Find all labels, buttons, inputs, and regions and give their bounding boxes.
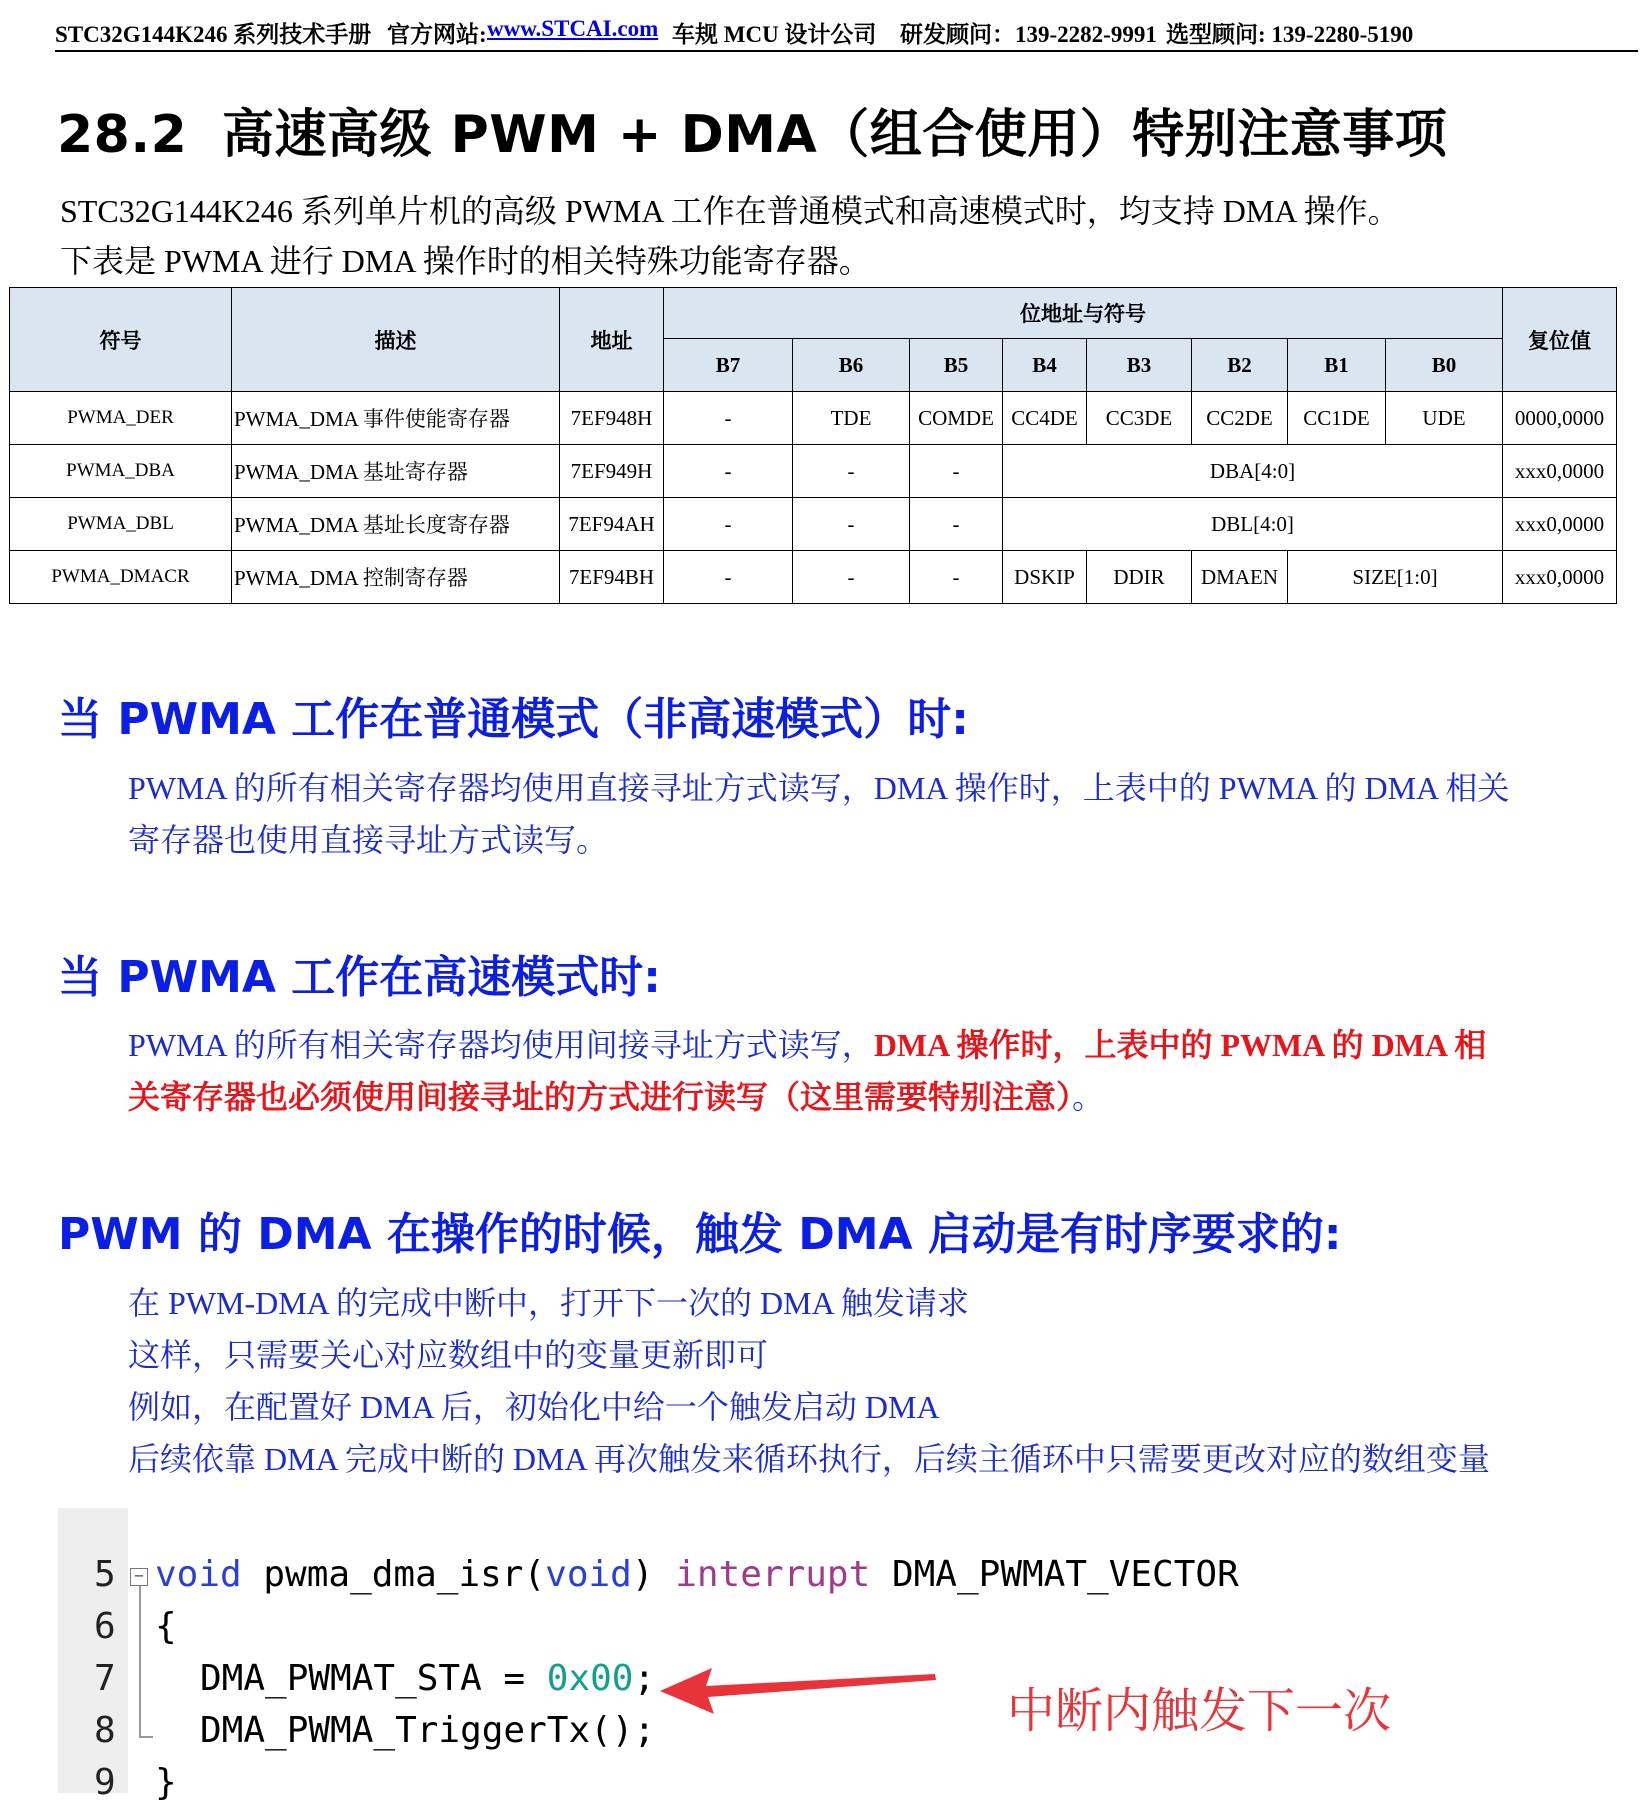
code-line-5 [58,1513,1258,1595]
cell-addr: 7EF94BH [560,551,664,604]
cell-b1-0: SIZE[1:0] [1288,551,1503,604]
cell-b4: DSKIP [1003,551,1087,604]
col-header-b3: B3 [1087,339,1192,392]
timing-line: 这样，只需要关心对应数组中的变量更新即可 [128,1337,769,1373]
cell-b7: - [664,551,793,604]
cell-b2: DMAEN [1192,551,1288,604]
keyword-interrupt: interrupt [675,1554,871,1595]
intro-line-2: 下表是 PWMA 进行 DMA 操作时的相关特殊功能寄存器。 [60,243,871,279]
cell-symbol: PWMA_DER [10,392,232,445]
register-table [9,287,1617,604]
cell-addr: 7EF948H [560,392,664,445]
timing-line: 例如，在配置好 DMA 后，初始化中给一个触发启动 DMA [128,1389,940,1425]
section-number: 28.2 [57,105,188,165]
sta-assign: DMA_PWMAT_STA = [200,1658,547,1699]
table-row [10,498,1617,551]
col-header-bits-group: 位地址与符号 [664,288,1503,339]
cell-reset: xxx0,0000 [1503,551,1617,604]
line-number: 9 [94,1762,116,1803]
normal-mode-line-1: PWMA 的所有相关寄存器均使用直接寻址方式读写，DMA 操作时，上表中的 PWMA 的 DMA 相关 [128,770,1510,806]
table-row [10,392,1617,445]
hex-literal: 0x00 [546,1658,634,1699]
col-header-b1: B1 [1288,339,1386,392]
col-header-b5: B5 [910,339,1003,392]
annotation-text: 中断内触发下一次 [1007,1683,1392,1739]
cell-b4-0: DBL[4:0] [1003,498,1503,551]
line-number: 7 [94,1658,116,1699]
cell-b4-0: DBA[4:0] [1003,445,1503,498]
cell-b0: UDE [1386,392,1503,445]
vector-name: DMA_PWMAT_VECTOR [870,1554,1239,1595]
cell-reset: xxx0,0000 [1503,498,1617,551]
cell-reset: 0000,0000 [1503,392,1617,445]
cell-b2: CC2DE [1192,392,1288,445]
cell-b5: - [910,445,1003,498]
cell-addr: 7EF949H [560,445,664,498]
cell-b7: - [664,392,793,445]
rd-contact: 研发顾问：139-2282-9991 [900,22,1157,47]
cell-b5: COMDE [910,392,1003,445]
table-row [10,445,1617,498]
fold-guide-line [139,1586,141,1736]
high-speed-line-end: 。 [1072,1079,1105,1115]
close-brace: } [155,1762,177,1803]
manual-title: STC32G144K246 系列技术手册 [55,22,372,47]
high-speed-line-1 [128,1019,1628,1071]
paren-close: ) [631,1554,676,1595]
section-heading-text: 高速高级 PWM + DMA（组合使用）特别注意事项 [222,105,1448,165]
timing-heading: PWM 的 DMA 在操作的时候，触发 DMA 启动是有时序要求的: [58,1209,1342,1260]
page-header [55,14,1638,52]
cell-b6: TDE [793,392,910,445]
function-name: pwma_dma_isr( [241,1554,546,1595]
high-speed-paragraph [128,1019,1628,1123]
cell-addr: 7EF94AH [560,498,664,551]
high-speed-line-2 [128,1071,1628,1123]
cell-b7: - [664,498,793,551]
table-row [10,551,1617,604]
cell-reset: xxx0,0000 [1503,445,1617,498]
intro-line-1: STC32G144K246 系列单片机的高级 PWMA 工作在普通模式和高速模式时，均支持 DMA 操作。 [60,193,1400,229]
cell-symbol: PWMA_DBA [10,445,232,498]
cell-desc: PWMA_DMA 基址寄存器 [232,445,560,498]
cell-b3: CC3DE [1087,392,1192,445]
keyword-void: void [545,1554,632,1595]
cell-symbol: PWMA_DBL [10,498,232,551]
high-speed-warning: DMA 操作时，上表中的 PWMA 的 DMA 相 [873,1027,1487,1063]
cell-b6: - [793,498,910,551]
code-line-9 [58,1721,358,1803]
line-number: 5 [94,1554,116,1595]
company-label: 车规 MCU 设计公司 [672,22,877,47]
site-label: 官方网站: [387,22,487,47]
cell-b3: DDIR [1087,551,1192,604]
cell-b6: - [793,445,910,498]
trigger-call: DMA_PWMA_TriggerTx(); [200,1710,656,1751]
normal-mode-paragraph [128,762,1628,866]
line-number: 6 [94,1606,116,1647]
fold-guide-end [139,1736,153,1738]
cell-b1: CC1DE [1288,392,1386,445]
keyword-void: void [155,1554,242,1595]
code-line-6 [58,1565,358,1647]
cell-desc: PWMA_DMA 事件使能寄存器 [232,392,560,445]
cell-symbol: PWMA_DMACR [10,551,232,604]
open-brace: { [155,1606,177,1647]
table-header-row [10,288,1617,339]
col-header-symbol: 符号 [10,288,232,392]
cell-b5: - [910,551,1003,604]
timing-line: 在 PWM-DMA 的完成中断中，打开下一次的 DMA 触发请求 [128,1285,969,1321]
high-speed-warning-cont: 关寄存器也必须使用间接寻址的方式进行读写（这里需要特别注意） [128,1079,1073,1115]
site-link[interactable]: www.STCAI.com [487,16,659,41]
col-header-b6: B6 [793,339,910,392]
selection-contact: 选型顾问: 139-2280-5190 [1166,22,1414,47]
line-number: 8 [94,1710,116,1751]
col-header-reset: 复位值 [1503,288,1617,392]
col-header-b4: B4 [1003,339,1087,392]
cell-b6: - [793,551,910,604]
cell-b7: - [664,445,793,498]
high-speed-heading: 当 PWMA 工作在高速模式时: [58,952,661,1003]
cell-desc: PWMA_DMA 基址长度寄存器 [232,498,560,551]
normal-mode-heading: 当 PWMA 工作在普通模式（非高速模式）时: [58,694,969,745]
col-header-b2: B2 [1192,339,1288,392]
col-header-b7: B7 [664,339,793,392]
semicolon: ; [633,1658,656,1699]
cell-b5: - [910,498,1003,551]
normal-mode-line-2: 寄存器也使用直接寻址方式读写。 [128,822,609,858]
arrow-left-icon [660,1660,940,1720]
timing-paragraph [128,1277,1628,1485]
col-header-addr: 地址 [560,288,664,392]
timing-line: 后续依靠 DMA 完成中断的 DMA 再次触发来循环执行，后续主循环中只需要更改对应的数组变量 [128,1441,1490,1477]
col-header-b0: B0 [1386,339,1503,392]
high-speed-text: PWMA 的所有相关寄存器均使用间接寻址方式读写， [128,1027,874,1063]
fold-collapse-icon[interactable]: − [130,1568,148,1586]
section-title [57,92,1447,167]
cell-b4: CC4DE [1003,392,1087,445]
cell-desc: PWMA_DMA 控制寄存器 [232,551,560,604]
col-header-desc: 描述 [232,288,560,392]
